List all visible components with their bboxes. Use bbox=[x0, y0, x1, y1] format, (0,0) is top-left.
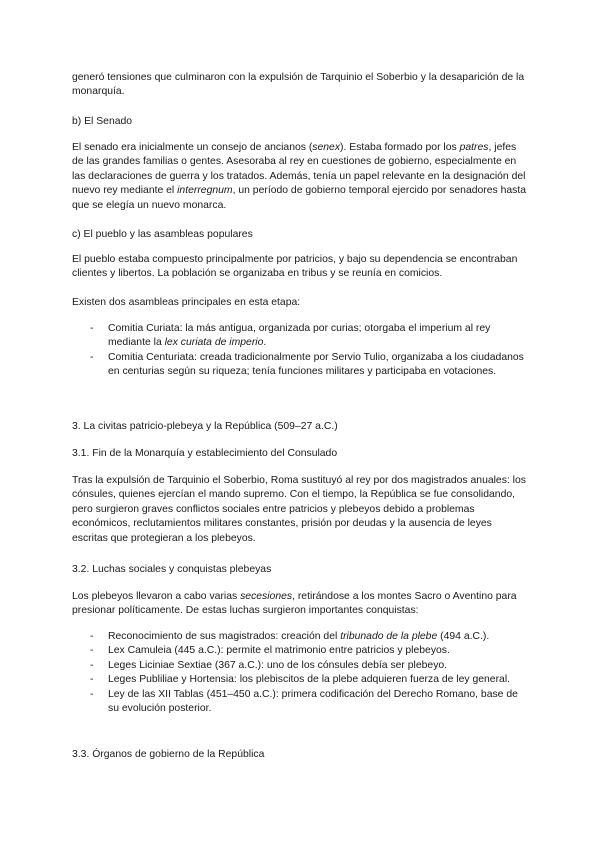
heading-section-3-2: 3.2. Luchas sociales y conquistas plebeyas bbox=[72, 564, 272, 575]
section-3-2-text-2: , retirándose a los montes Sacro o Aventino para presionar políticamente. De estas luchas surgieron importantes conquistas: bbox=[72, 591, 517, 617]
list-item-text: Reconocimiento de sus magistrados: creación del bbox=[108, 631, 341, 642]
list-item-tribunado bbox=[90, 630, 528, 644]
bullet-dash: - bbox=[90, 688, 94, 700]
senado-text-4: , un período de gobierno temporal ejercido por senadores hasta que se elegía un nuevo monarca. bbox=[72, 185, 527, 211]
list-item-xii-tablas bbox=[90, 688, 528, 717]
bullet-dash: - bbox=[90, 631, 94, 642]
heading-senado: b) El Senado bbox=[72, 116, 133, 127]
list-item-text: Leges Liciniae Sextiae (367 a.C.): uno de los cónsules debía ser plebeyo. bbox=[108, 659, 448, 671]
senado-text-3: , jefes de las grandes familias o gentes. Asesoraba al rey en cuestiones de gobierno, especialmente en las declaraciones de guerra y los tratados. Además, tenía un papel relevante en la designación del nuevo rey mediante el bbox=[72, 142, 526, 197]
section-3-1-paragraph: Tras la expulsión de Tarquinio el Soberbio, Roma sustituyó al rey por dos magistrados anuales: los cónsules, quienes ejercían el mando supremo. Con el tiempo, la República se fue consolidando, pero surgieron graves conflictos sociales entre patricios y plebeyos debido a problemas económicos, reclutamientos militares constantes, prisión por deudas y la ausencia de leyes escritas que protegieran a los plebeyos. bbox=[72, 475, 526, 544]
senado-text-1: El senado era inicialmente un consejo de ancianos ( bbox=[72, 142, 313, 153]
senado-paragraph bbox=[72, 141, 528, 213]
asambleas-list bbox=[90, 322, 528, 380]
list-item-comitia-centuriata bbox=[90, 351, 528, 380]
heading-pueblo: c) El pueblo y las asambleas populares bbox=[72, 229, 253, 240]
senado-text-2: ). Estaba formado por los bbox=[340, 142, 460, 153]
pueblo-paragraph-2: Existen dos asambleas principales en esta etapa: bbox=[72, 297, 301, 308]
patres-term: patres bbox=[459, 142, 489, 153]
heading-section-3: 3. La civitas patricio-plebeya y la República (509–27 a.C.) bbox=[72, 421, 338, 432]
list-item-lex-camuleia bbox=[90, 644, 528, 658]
list-item-comitia-curiata bbox=[90, 322, 528, 351]
tribunado-term: tribunado de la plebe bbox=[340, 631, 438, 642]
list-item-text: (494 a.C.). bbox=[437, 631, 490, 642]
bullet-dash: - bbox=[90, 659, 94, 671]
heading-section-3-3: 3.3. Órganos de gobierno de la República bbox=[72, 749, 265, 760]
interregnum-term: interregnum bbox=[177, 185, 233, 197]
secesiones-term: secesiones bbox=[240, 591, 293, 602]
list-item-text: Comitia Centuriata: creada tradicionalmente por Servio Tulio, organizaba a los ciudadanos en centurias según su riqueza; tenía funciones militares y participaba en votaciones. bbox=[108, 351, 524, 378]
intro-paragraph: generó tensiones que culminaron con la expulsión de Tarquinio el Soberbio y la desaparición de la monarquía. bbox=[72, 72, 525, 98]
list-item-text: . bbox=[263, 337, 267, 349]
list-item-leges-publiliae bbox=[90, 673, 528, 687]
list-item-text: Leges Publiliae y Hortensia: los plebiscitos de la plebe adquieren fuerza de ley general. bbox=[108, 674, 511, 686]
list-item-text: Ley de las XII Tablas (451–450 a.C.): primera codificación del Derecho Romano, base de su evolución posterior. bbox=[108, 688, 518, 715]
conquistas-list bbox=[90, 630, 528, 716]
bullet-dash: - bbox=[90, 674, 94, 686]
list-item-text: Lex Camuleia (445 a.C.): permite el matrimonio entre patricios y plebeyos. bbox=[108, 645, 450, 657]
section-3-2-paragraph bbox=[72, 590, 528, 619]
list-item-leges-liciniae bbox=[90, 659, 528, 673]
section-3-2-text-1: Los plebeyos llevaron a cabo varias bbox=[72, 591, 241, 602]
bullet-dash: - bbox=[90, 323, 94, 334]
senex-term: senex bbox=[312, 142, 341, 153]
list-item-text: Comitia Curiata: la más antigua, organizada por curias; otorgaba el imperium al rey mediante la bbox=[108, 323, 491, 349]
bullet-dash: - bbox=[90, 351, 94, 363]
pueblo-paragraph: El pueblo estaba compuesto principalmente por patricios, y bajo su dependencia se encontraban clientes y libertos. La población se organizaba en tribus y se reunía en comicios. bbox=[72, 254, 518, 280]
lex-curiata-term: lex curiata de imperio bbox=[164, 337, 264, 349]
bullet-dash: - bbox=[90, 645, 94, 657]
heading-section-3-1: 3.1. Fin de la Monarquía y establecimiento del Consulado bbox=[72, 448, 338, 459]
